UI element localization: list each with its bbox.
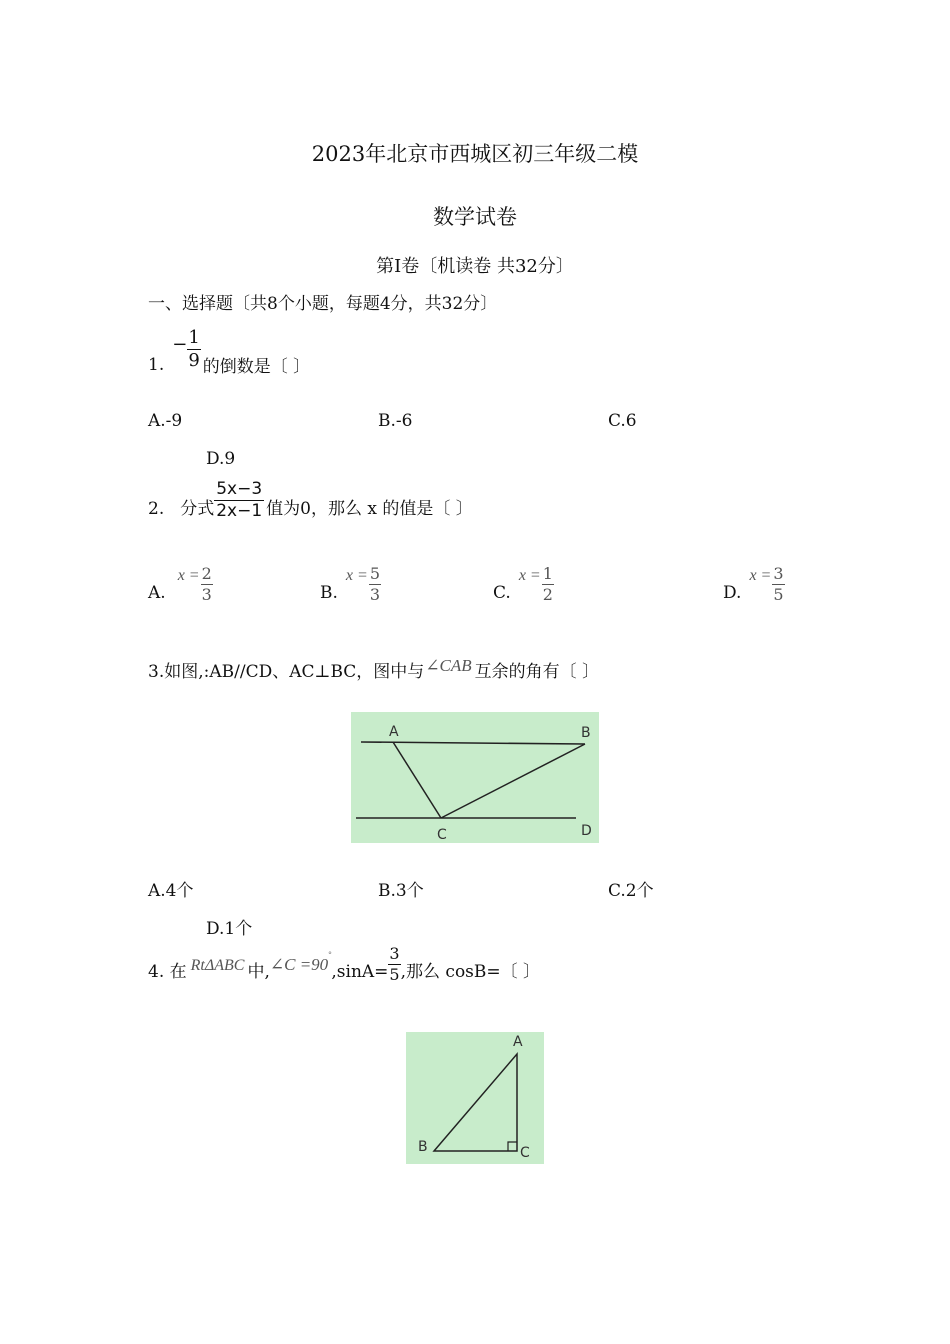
part-heading: 一、选择题〔共8个小题，每题4分，共32分〕 bbox=[148, 294, 498, 314]
fraction-expression: $\frac{5x-3}{2x-1}$ bbox=[216, 479, 263, 521]
question-3 bbox=[148, 656, 599, 682]
figure-right-triangle bbox=[406, 1032, 544, 1164]
label-a: A bbox=[513, 1034, 523, 1050]
minus-sign: − bbox=[172, 334, 188, 355]
variable-x: x = bbox=[177, 567, 200, 584]
q2-option-c[interactable]: C. x = $\frac{1}{2}$ bbox=[493, 564, 553, 604]
q1-option-b[interactable]: B.-6 bbox=[378, 411, 413, 431]
q2-option-b[interactable]: B. x = $\frac{5}{3}$ bbox=[320, 564, 380, 604]
option-fraction: $\frac{3}{5}$ bbox=[773, 564, 784, 604]
question-2-lead: 分式 bbox=[180, 499, 215, 519]
q3-option-d[interactable]: D.1个 bbox=[206, 919, 253, 939]
question-4-mid: 中, bbox=[247, 962, 270, 982]
variable-x: x = bbox=[518, 567, 541, 584]
page-subtitle: 数学试卷 bbox=[433, 205, 517, 229]
question-3-text-after: 互余的角有〔 〕 bbox=[474, 662, 600, 682]
question-1-text: 的倒数是〔 〕 bbox=[202, 357, 311, 377]
label-b: B bbox=[418, 1139, 428, 1155]
label-d: D bbox=[581, 823, 592, 839]
section-heading: 第I卷〔机读卷 共32分〕 bbox=[376, 256, 574, 277]
q2-option-a[interactable]: A. x = $\frac{2}{3}$ bbox=[148, 564, 212, 604]
q3-option-c[interactable]: C.2个 bbox=[608, 881, 654, 901]
q1-option-a[interactable]: A.-9 bbox=[148, 411, 183, 431]
question-2-text: 值为0，那么 x 的值是〔 〕 bbox=[266, 499, 473, 519]
question-1 bbox=[148, 322, 310, 377]
question-4-prefix: 4. 在 bbox=[148, 962, 187, 982]
degree-symbol: ° bbox=[328, 950, 332, 959]
question-4 bbox=[148, 946, 540, 983]
fraction-one-ninth: $\frac{1}{9}$ bbox=[188, 327, 200, 371]
label-a: A bbox=[389, 724, 399, 740]
question-3-text: 3.如图,:AB//CD、AC⊥BC，图中与 bbox=[148, 662, 425, 682]
label-b: B bbox=[581, 725, 591, 741]
variable-x: x = bbox=[749, 567, 772, 584]
option-fraction: $\frac{1}{2}$ bbox=[542, 564, 553, 604]
fraction-three-fifths: $\frac{3}{5}$ bbox=[389, 944, 400, 984]
angle-cab: ∠CAB bbox=[425, 656, 472, 675]
triangle-abc: RtΔABC bbox=[190, 957, 245, 974]
q1-option-c[interactable]: C.6 bbox=[608, 411, 637, 431]
q2-option-d[interactable]: D. x = $\frac{3}{5}$ bbox=[723, 564, 784, 604]
variable-x: x = bbox=[345, 567, 368, 584]
angle-c: ∠C =90 bbox=[269, 955, 329, 974]
label-c: C bbox=[437, 827, 447, 843]
q1-option-d[interactable]: D.9 bbox=[206, 449, 236, 469]
option-fraction: $\frac{2}{3}$ bbox=[201, 564, 212, 604]
question-2 bbox=[148, 481, 473, 520]
label-c: C bbox=[520, 1145, 530, 1161]
q3-option-b[interactable]: B.3个 bbox=[378, 881, 424, 901]
question-number: 2. bbox=[148, 499, 165, 519]
q3-option-a[interactable]: A.4个 bbox=[148, 881, 194, 901]
option-fraction: $\frac{5}{3}$ bbox=[369, 564, 380, 604]
page-title: 2023年北京市西城区初三年级二模 bbox=[311, 142, 639, 166]
question-number: 1. bbox=[148, 354, 165, 375]
figure-parallel-lines bbox=[351, 712, 599, 843]
question-4-suffix: ,那么 cosB=〔 〕 bbox=[400, 962, 541, 982]
sin-label: ,sinA= bbox=[331, 962, 389, 982]
